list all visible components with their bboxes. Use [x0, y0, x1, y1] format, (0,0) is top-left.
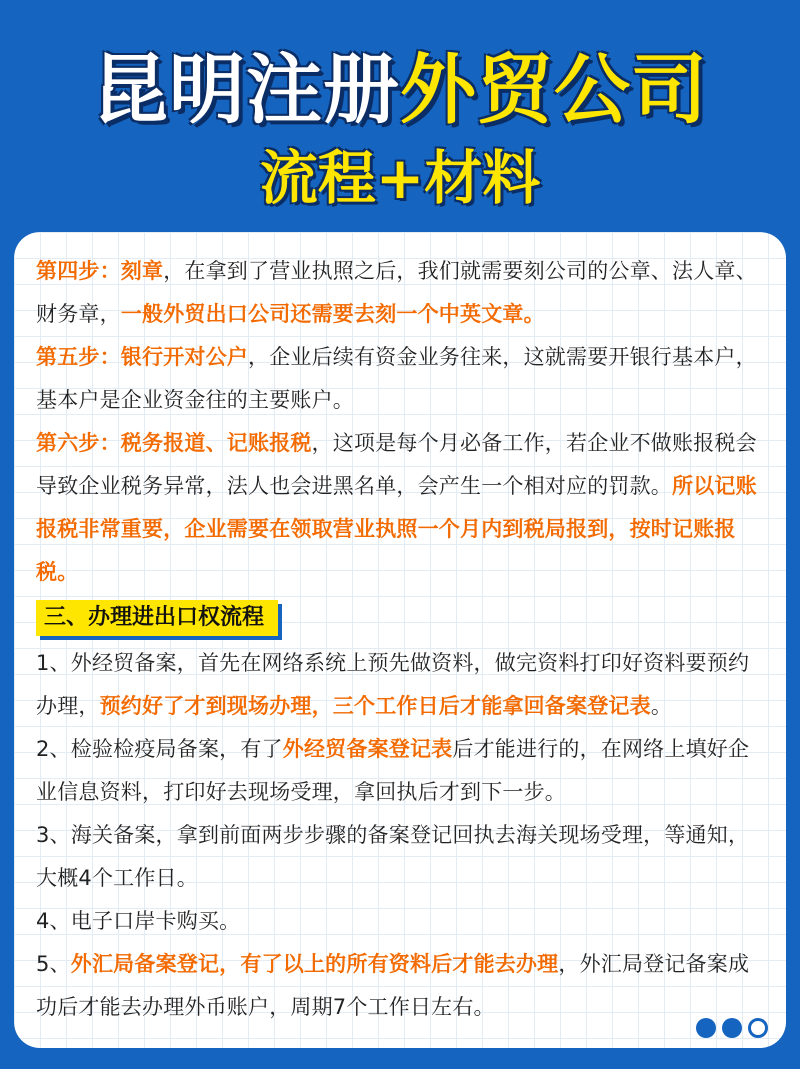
dot-icon: [722, 1018, 742, 1038]
list-item: [36, 642, 768, 728]
step-five-paragraph: [36, 336, 768, 422]
step-six-title: 第六步：税务报道、记账报税: [36, 431, 312, 455]
step-six-paragraph: [36, 422, 768, 594]
item-two-text: 2、检验检疫局备案，有了: [36, 737, 283, 761]
step-four-title: 第四步：刻章: [36, 259, 164, 283]
step-six-text: ，这项是每个月必备工作，若企业不做账报税会导致企业税务异常，法人也会进黑名单，会产生一个相对应的罚款。: [36, 431, 757, 498]
item-one-text: 1、外经贸备案，首先在网络系统上预先做资料，做完资料打印好资料要预约办理，: [36, 651, 750, 718]
item-five-prefix: 5、: [36, 952, 71, 976]
step-six-highlight: 所以记账报税非常重要，企业需要在领取营业执照一个月内到税局报到，按时记账报税。: [36, 474, 757, 584]
page-subtitle: 流程+材料: [259, 144, 541, 212]
item-one-highlight: 预约好了才到现场办理，三个工作日后才能拿回备案登记表: [99, 694, 651, 718]
item-two-highlight: 外经贸备案登记表: [282, 737, 453, 761]
decorative-dots: [696, 1018, 768, 1038]
step-five-title: 第五步：银行开对公户: [36, 345, 248, 369]
section-heading: 三、办理进出口权流程: [36, 600, 278, 636]
list-item: 3、海关备案，拿到前面两步步骤的备案登记回执去海关现场受理，等通知，大概4个工作日。: [36, 823, 750, 890]
dot-icon: [696, 1018, 716, 1038]
ring-dot-icon: [748, 1018, 768, 1038]
item-two-end: 后才能进行的，在网络上填好企业信息资料，打印好去现场受理，拿回执后才到下一步。: [36, 737, 750, 804]
content-card: [14, 232, 786, 1048]
item-five-text: ，外汇局登记备案成功后才能去办理外币账户，周期7个工作日左右。: [36, 952, 750, 1019]
title-white-part: 昆明注册: [92, 45, 400, 134]
list-item: 4、电子口岸卡购买。: [36, 909, 241, 933]
step-four-highlight: 一般外贸出口公司还需要去刻一个中英文章。: [120, 302, 545, 326]
list-item: [36, 728, 768, 814]
step-five-text: ，企业后续有资金业务往来，这就需要开银行基本户，基本户是企业资金往的主要账户。: [36, 345, 757, 412]
header: [0, 0, 800, 230]
page-title: [0, 42, 800, 138]
step-four-text: ，在拿到了营业执照之后，我们就需要刻公司的公章、法人章、财务章，: [36, 259, 757, 326]
list-item: [36, 943, 768, 1029]
title-yellow-part: 外贸公司: [400, 45, 708, 134]
step-four-paragraph: [36, 250, 768, 336]
item-five-highlight: 外汇局备案登记，有了以上的所有资料后才能去办理: [70, 952, 559, 976]
item-one-end: 。: [650, 694, 673, 718]
